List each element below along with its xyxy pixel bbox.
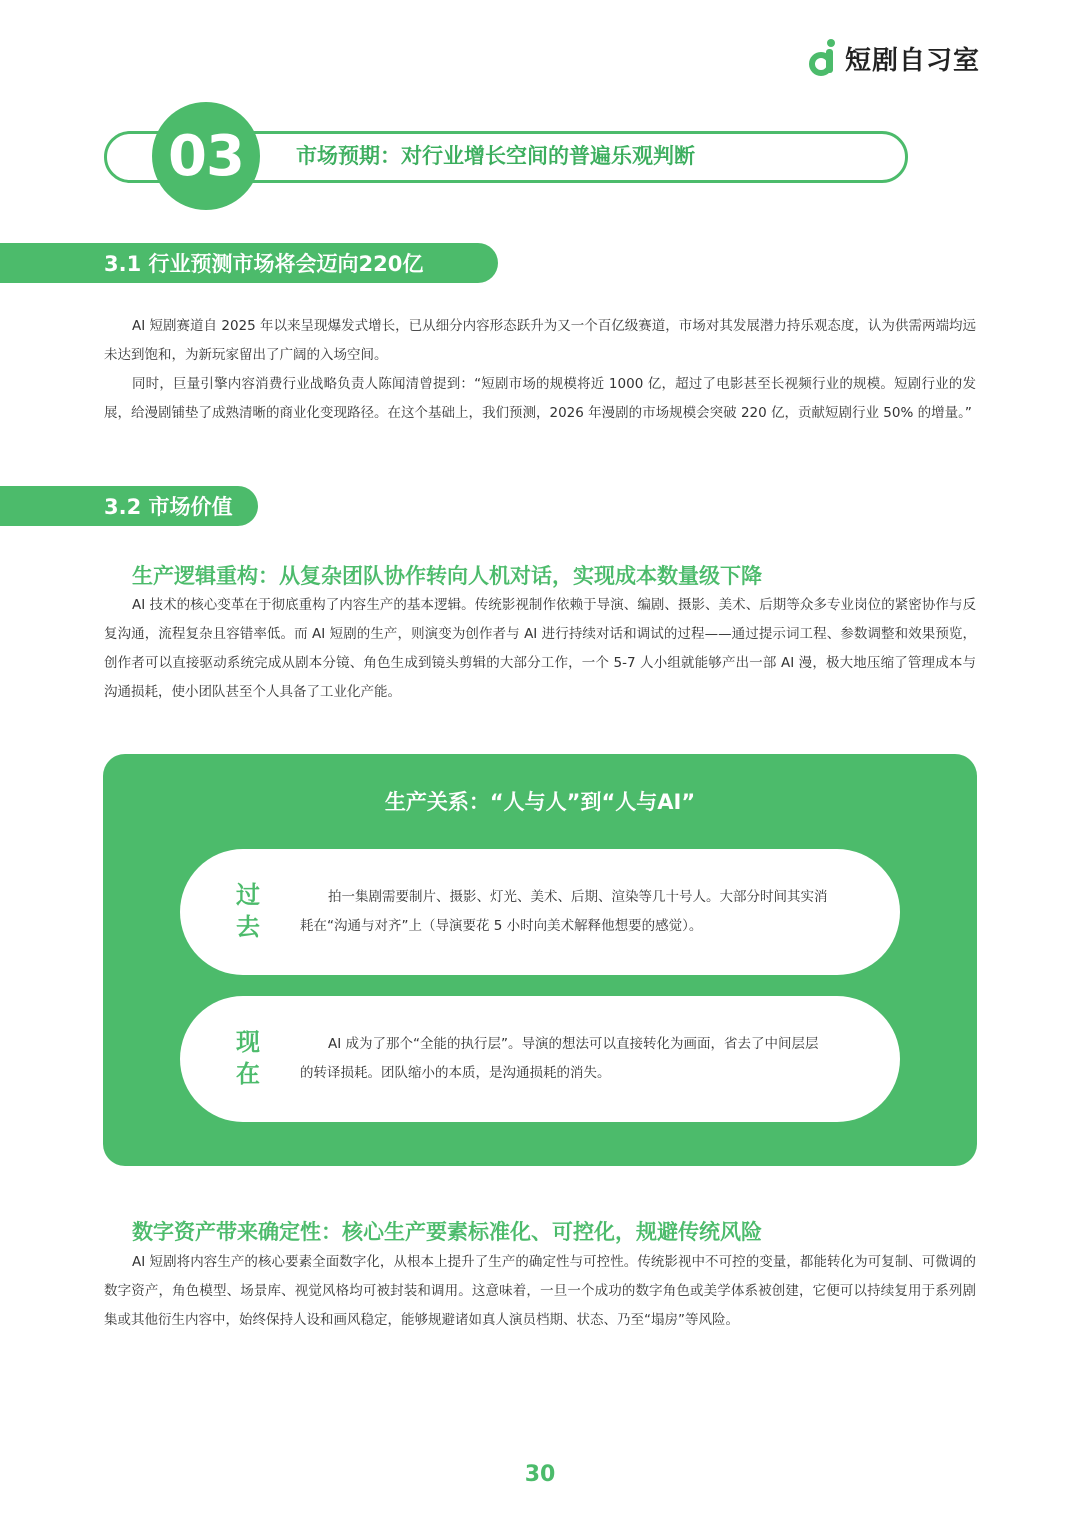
section-3-2-paragraph-1: AI 技术的核心变革在于彻底重构了内容生产的基本逻辑。传统影视制作依赖于导演、编剧、摄影、美术、后期等众多专业岗位的紧密协作与反复沟通，流程复杂且容错率低。而 AI 短剧的生产，则演变为创作者与 AI 进行持续对话和调试的过程——通过提示词工程、参数调整和效果预览，创作者可以直接驱动系统完成从剧本分镜、角色生成到镜头剪辑的大部分工作，一个 5-7 人小组就能够产出一部 AI 漫，极大地压缩了管理成本与沟通损耗，使小团队甚至个人具备了工业化产能。 [104, 597, 976, 700]
section-heading-3-1: 3.1 行业预测市场将会迈向220亿 [0, 243, 498, 283]
brand-mark-icon [809, 38, 837, 78]
chapter-number: 03 [168, 123, 244, 189]
page-number: 30 [524, 1462, 556, 1487]
now-label: 现在 [236, 1028, 260, 1088]
past-card [180, 849, 900, 975]
brand-name: 短剧自习室 [844, 45, 980, 76]
section-3-1-paragraph-2: 同时，巨量引擎内容消费行业战略负责人陈闻清曾提到：“短剧市场的规模将近 1000 亿，超过了电影甚至长视频行业的规模。短剧行业的发展，给漫剧铺垫了成熟清晰的商业化变现路径。在这个基础上，我们预测，2026 年漫剧的市场规模会突破 220 亿，贡献短剧行业 50% 的增量。” [104, 376, 976, 421]
past-label: 过去 [236, 881, 260, 941]
chapter-title: 市场预期：对行业增长空间的普遍乐观判断 [296, 144, 695, 168]
subheading-production-logic: 生产逻辑重构：从复杂团队协作转向人机对话，实现成本数量级下降 [132, 564, 762, 588]
chapter-number-badge [152, 102, 260, 210]
now-text: AI 成为了那个“全能的执行层”。导演的想法可以直接转化为画面，省去了中间层层的转译损耗。团队缩小的本质，是沟通损耗的消失。 [300, 1036, 819, 1081]
box-title: 生产关系：“人与人”到“人与AI” [384, 790, 696, 814]
production-relations-box [103, 754, 977, 1166]
now-card [180, 996, 900, 1122]
section-heading-3-2: 3.2 市场价值 [0, 486, 258, 526]
section-3-1-paragraph-1: AI 短剧赛道自 2025 年以来呈现爆发式增长，已从细分内容形态跃升为又一个百亿级赛道，市场对其发展潜力持乐观态度，认为供需两端均远未达到饱和，为新玩家留出了广阔的入场空间。 [104, 318, 976, 363]
subheading-digital-assets: 数字资产带来确定性：核心生产要素标准化、可控化，规避传统风险 [132, 1220, 762, 1244]
past-text: 拍一集剧需要制片、摄影、灯光、美术、后期、渲染等几十号人。大部分时间其实消耗在“沟通与对齐”上（导演要花 5 小时向美术解释他想要的感觉）。 [300, 889, 828, 934]
brand-logo [809, 36, 980, 80]
section-3-2-paragraph-2: AI 短剧将内容生产的核心要素全面数字化，从根本上提升了生产的确定性与可控性。传统影视中不可控的变量，都能转化为可复制、可微调的数字资产，角色模型、场景库、视觉风格均可被封装和调用。这意味着，一旦一个成功的数字角色或美学体系被创建，它便可以持续复用于系列剧集或其他衍生内容中，始终保持人设和画风稳定，能够规避诸如真人演员档期、状态、乃至“塌房”等风险。 [104, 1254, 976, 1328]
